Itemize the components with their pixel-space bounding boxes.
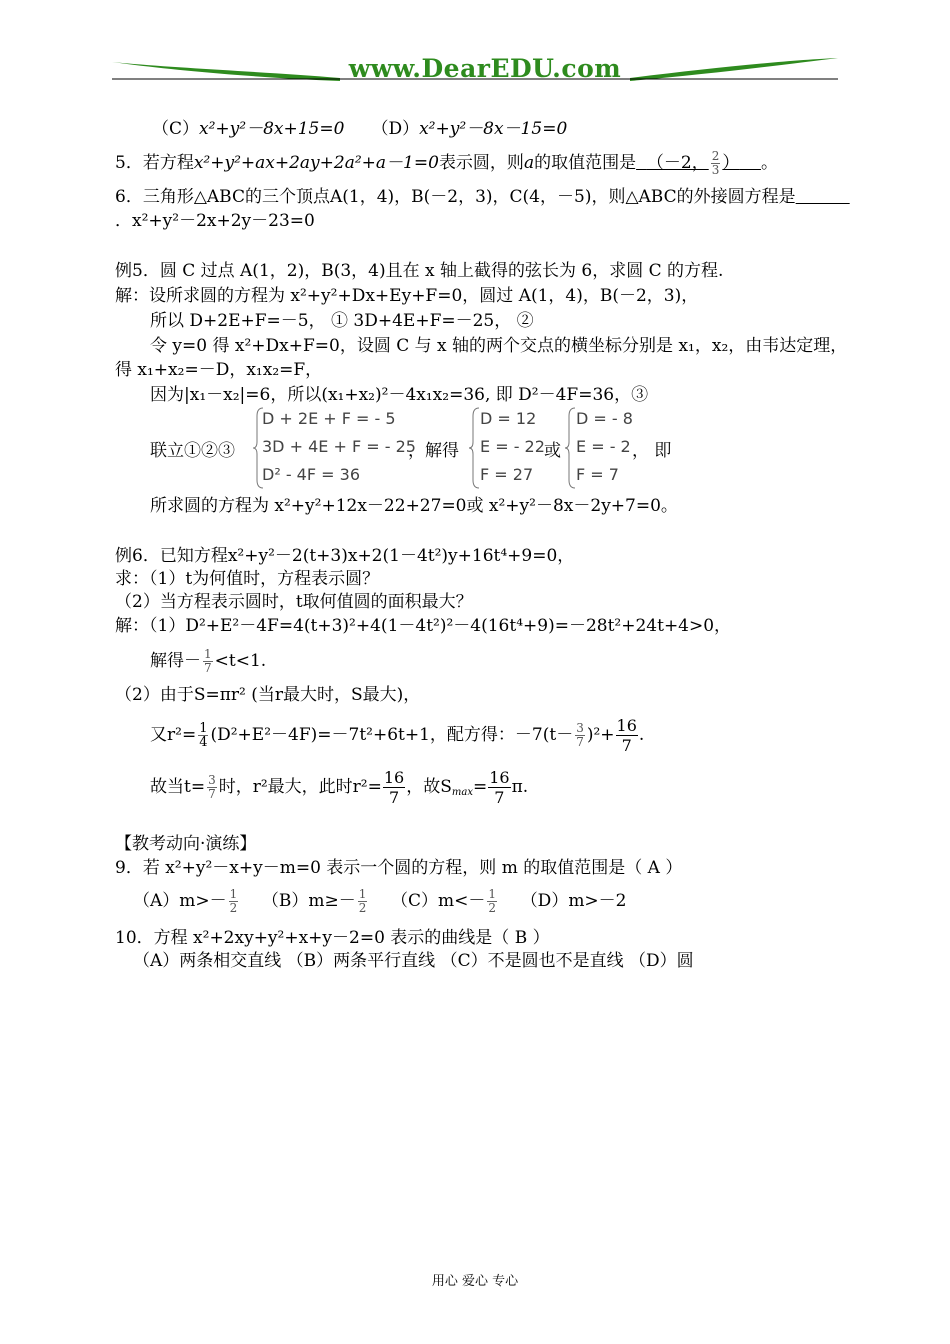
frac-num: 1 — [358, 887, 367, 901]
q9-option-b-label: （B）m≥－ — [261, 891, 356, 911]
sol4-pre: 又r²= — [150, 725, 197, 745]
sol2-post: <t<1. — [214, 651, 267, 671]
equation-system-3 — [576, 405, 633, 489]
frac-num: 3 — [208, 773, 216, 787]
frac-num: 1 — [204, 647, 212, 661]
fraction — [207, 774, 217, 801]
equation-system-2 — [480, 405, 545, 489]
example-5-solution-4: 得 x₁+x₂=－D，x₁x₂=F， — [115, 360, 323, 380]
then-label: ， 即 — [632, 441, 672, 461]
sol4-mid2: )²+ — [586, 725, 615, 745]
sol5-mid: 时，r²最大，此时r²= — [218, 777, 382, 797]
frac-num: 1 — [199, 721, 208, 736]
sol5-end: π. — [511, 777, 529, 797]
example-6-solution-4 — [150, 716, 644, 755]
sol5-pre: 故当t= — [150, 777, 206, 797]
example-5-title: 例5．圆 C 过点 A(1，2)，B(3，4)且在 x 轴上截得的弦长为 6，求圆 C 的方程. — [115, 261, 724, 281]
frac-num: 3 — [576, 721, 584, 735]
fraction — [198, 722, 208, 749]
q4-options — [152, 118, 567, 140]
q5-tail: 的取值范围是 — [534, 153, 637, 173]
example-6-title: 例6．已知方程x²+y²－2(t+3)x+2(1－4t²)y+16t⁴+9=0， — [115, 546, 575, 566]
q5-expr: x²+y²+ax+2ay+2a²+a－1=0 — [193, 153, 439, 173]
sys3-eq3: F = 7 — [576, 465, 619, 484]
sol4-end: . — [638, 725, 645, 745]
fraction — [229, 888, 239, 915]
q6-text: 6．三角形△ABC的三个顶点A(1，4)，B(－2，3)，C(4，－5)，则△ABC的外接圆方程是 — [115, 187, 796, 207]
sol5-eq: = — [472, 777, 488, 797]
sys2-eq3: F = 27 — [480, 465, 534, 484]
fraction — [383, 768, 405, 807]
fraction — [575, 722, 585, 749]
sol5-sub: max — [451, 787, 473, 798]
example-6-ask-2: （2）当方程表示圆时，t取何值圆的面积最大？ — [115, 592, 473, 612]
sys1-eq1: D + 2E + F = - 5 — [262, 409, 396, 428]
frac-den: 4 — [199, 735, 208, 750]
question-5 — [115, 150, 778, 177]
example-6-solution-5 — [150, 768, 528, 807]
question-10-options: （A）两条相交直线 （B）两条平行直线 （C）不是圆也不是直线 （D）圆 — [133, 951, 694, 971]
sys1-eq3: D² - 4F = 36 — [262, 465, 360, 484]
question-10: 10．方程 x²+2xy+y²+x+y－2=0 表示的曲线是（ B ） — [115, 928, 550, 948]
q5-mid: 表示圆，则 — [438, 153, 524, 173]
page-footer: 用心 爱心 专心 — [431, 1274, 519, 1289]
q9-option-a-label: （A）m>－ — [133, 891, 227, 911]
sol5-mid2: ，故S — [406, 777, 452, 797]
q5-var: a — [523, 153, 535, 173]
frac-den: 2 — [488, 901, 497, 915]
fraction — [358, 888, 368, 915]
frac-den: 7 — [208, 787, 216, 801]
example-5-solution-3: 令 y=0 得 x²+Dx+F=0，设圆 C 与 x 轴的两个交点的横坐标分别是 x₁，x₂，由韦达定理， — [150, 336, 848, 356]
sys3-eq1: D = - 8 — [576, 409, 633, 428]
option-c-label: （C） — [152, 119, 200, 139]
q5-end: 。 — [760, 153, 778, 173]
page-header — [110, 50, 840, 90]
frac-den: 7 — [488, 787, 510, 807]
practice-heading: 【教考动向·演练】 — [115, 834, 257, 854]
fraction — [487, 888, 497, 915]
q5-frac-den: 3 — [711, 163, 720, 177]
frac-num: 1 — [229, 887, 238, 901]
frac-num: 16 — [616, 716, 637, 735]
question-6 — [115, 186, 850, 208]
fraction — [203, 648, 213, 675]
sys1-eq2: 3D + 4E + F = - 25 — [262, 437, 416, 456]
q9-option-d-label: （D）m>－2 — [520, 891, 627, 911]
example-6-solution-1: 解：（1）D²+E²－4F=4(t+3)²+4(1－4t²)²－4(16t⁴+9)=－28t²+24t+4>0， — [115, 616, 732, 636]
frac-den: 2 — [229, 901, 238, 915]
example-5-solution-1: 解：设所求圆的方程为 x²+y²+Dx+Ey+F=0，圆过 A(1，4)，B(－2，3)， — [115, 286, 699, 306]
question-9: 9．若 x²+y²－x+y－m=0 表示一个圆的方程，则 m 的取值范围是（ A ） — [115, 858, 683, 878]
example-5-solution-5: 因为|x₁－x₂|=6，所以(x₁+x₂)²－4x₁x₂=36, 即 D²－4F=36，③ — [150, 385, 649, 405]
q5-fraction — [711, 150, 721, 177]
fraction — [616, 716, 638, 755]
frac-num: 16 — [383, 768, 405, 787]
q6-answer: ．x²+y²－2x+2y－23=0 — [115, 211, 315, 231]
sol2-pre: 解得－ — [150, 651, 201, 671]
option-c-expr: x²+y²－8x+15=0 — [199, 119, 345, 139]
site-logo-text: www.DearEDU.com — [348, 54, 622, 83]
solve-label: ，解得 — [408, 441, 459, 461]
frac-den: 7 — [204, 661, 212, 675]
q6-blank — [796, 187, 850, 207]
or-label: 或 — [544, 441, 561, 461]
frac-den: 7 — [576, 735, 584, 749]
frac-num: 1 — [488, 887, 497, 901]
q5-answer-close: ） — [722, 153, 740, 173]
frac-num: 16 — [489, 768, 510, 787]
q5-answer-open: （－2， — [646, 153, 709, 173]
sol4-mid: (D²+E²－4F)=－7t²+6t+1，配方得：－7(t－ — [210, 725, 574, 745]
fraction — [488, 768, 510, 807]
example-6-solution-3: （2）由于S=πr² (当r最大时，S最大)， — [115, 685, 421, 705]
sys2-eq2: E = - 22 — [480, 437, 545, 456]
example-6-ask-1: 求：（1）t为何值时，方程表示圆？ — [115, 569, 380, 589]
frac-den: 2 — [358, 901, 367, 915]
join-label: 联立①②③ — [150, 441, 235, 461]
q5-prefix: 5．若方程 — [115, 153, 194, 173]
frac-den: 7 — [383, 787, 405, 807]
q9-option-c-label: （C）m<－ — [391, 891, 486, 911]
sys2-eq1: D = 12 — [480, 409, 537, 428]
example-5-solution-2: 所以 D+2E+F=－5， ① 3D+4E+F=－25， ② — [150, 311, 534, 331]
question-9-options — [133, 888, 627, 915]
example-5-final: 所求圆的方程为 x²+y²+12x－22+27=0或 x²+y²－8x－2y+7=0。 — [150, 496, 678, 516]
option-d-label: （D） — [371, 119, 420, 139]
example-6-solution-2 — [150, 648, 266, 675]
sys3-eq2: E = - 2 — [576, 437, 631, 456]
q5-frac-num: 2 — [711, 149, 720, 163]
equation-system-1 — [262, 405, 416, 489]
q5-answer — [636, 149, 761, 177]
frac-den: 7 — [616, 735, 638, 755]
option-d-expr: x²+y²－8x－15=0 — [419, 119, 568, 139]
